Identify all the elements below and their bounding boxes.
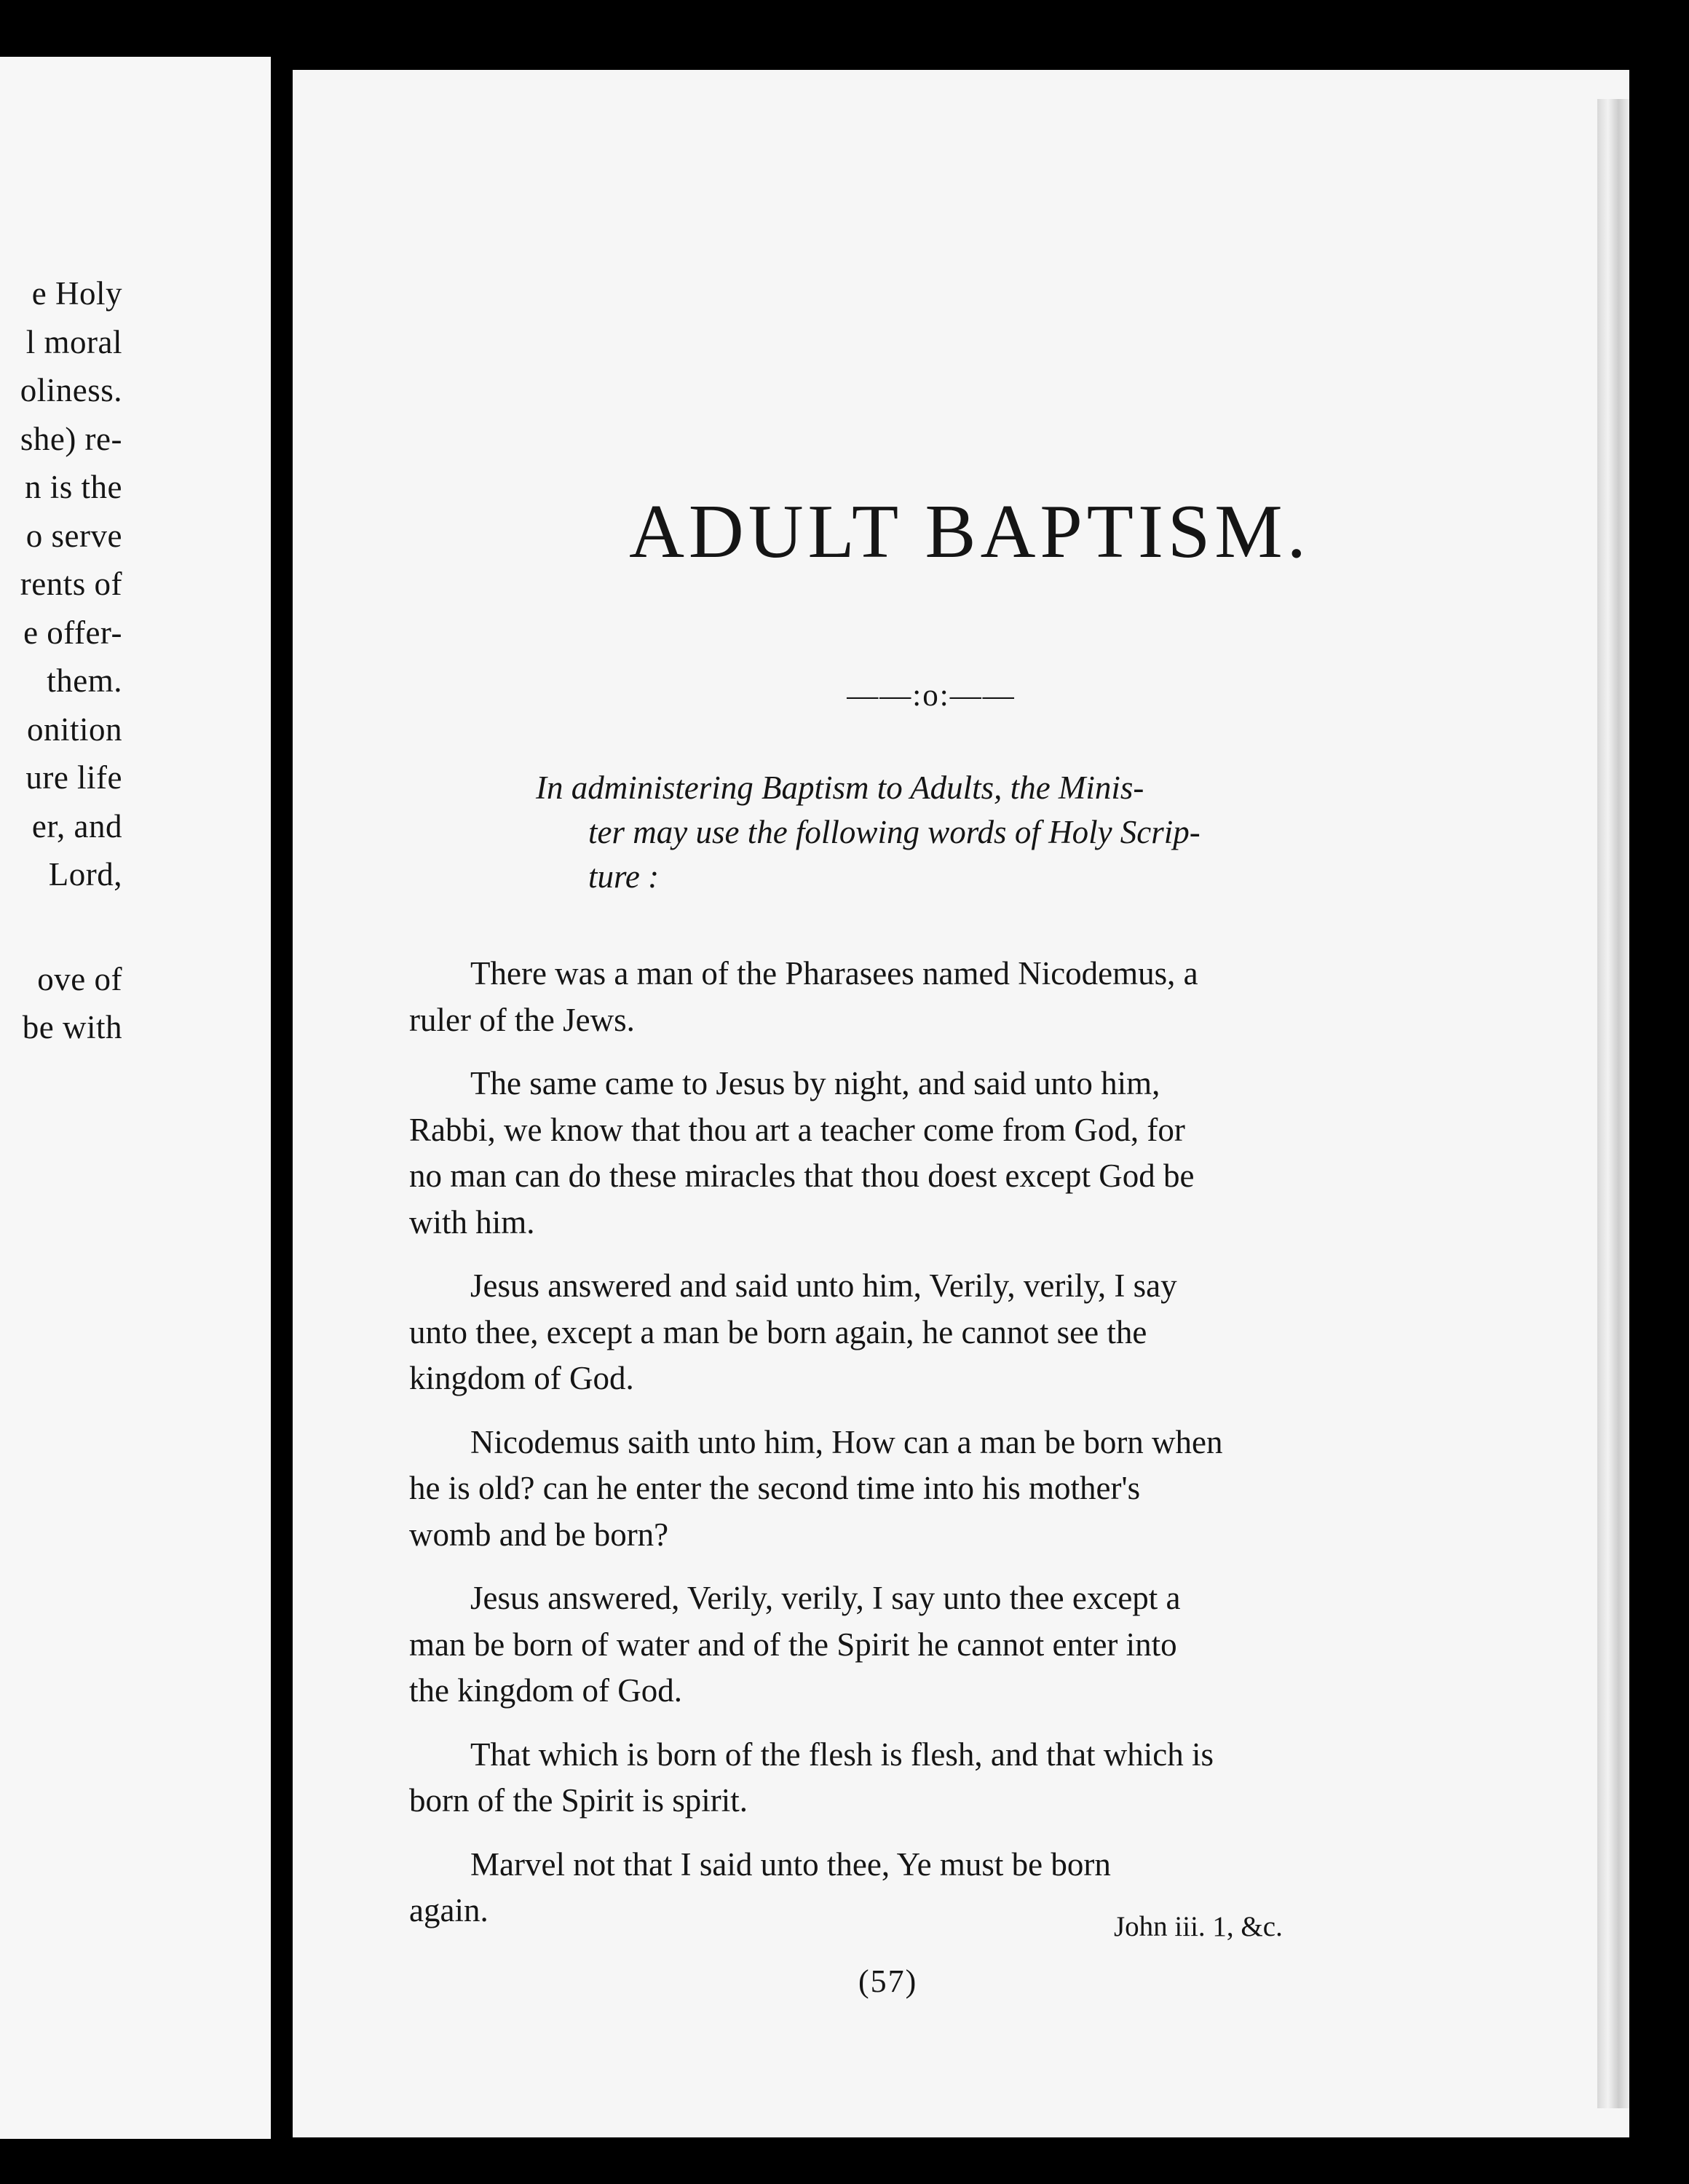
verse-paragraph <box>409 1420 1545 1559</box>
left-page-line: er, and <box>31 807 122 844</box>
rubric-line: In administering Baptism to Adults, the Minis- <box>536 769 1144 806</box>
verse-paragraph <box>409 1263 1545 1402</box>
left-page-line: oliness. <box>20 372 122 408</box>
left-page-line: ure life <box>25 759 122 796</box>
title-ornament: ——:o:—— <box>847 678 1016 713</box>
left-page-line: ove of <box>37 960 122 997</box>
verse-line: with him. <box>409 1203 535 1241</box>
page-title: ADULT BAPTISM. <box>629 488 1310 574</box>
verse-line: man be born of water and of the Spirit he cannot enter into <box>409 1626 1177 1663</box>
left-page <box>0 57 271 2139</box>
page-edge <box>1597 99 1629 2108</box>
verse-line: Marvel not that I said unto thee, Ye must be born <box>470 1845 1111 1883</box>
verse-line: Jesus answered, Verily, verily, I say unto thee except a <box>470 1580 1181 1616</box>
verse-line: There was a man of the Pharasees named Nicodemus, a <box>470 955 1198 992</box>
rubric-intro <box>536 766 1497 899</box>
verse-paragraph <box>409 1732 1545 1824</box>
left-page-text <box>0 269 122 1052</box>
left-page-line: l moral <box>25 323 122 360</box>
verse-line: kingdom of God. <box>409 1360 634 1396</box>
rubric-line: ture : <box>588 858 660 895</box>
verse-line: That which is born of the flesh is flesh, and that which is <box>470 1736 1214 1773</box>
left-page-line: them. <box>47 662 122 699</box>
verse-paragraph <box>409 1061 1545 1246</box>
left-page-line: Lord, <box>48 856 122 893</box>
left-page-line: she) re- <box>20 420 122 457</box>
scripture-citation: John iii. 1, &c. <box>1114 1911 1283 1942</box>
verse-line: born of the Spirit is spirit. <box>409 1782 748 1819</box>
verse-line: unto thee, except a man be born again, he cannot see the <box>409 1313 1147 1350</box>
left-page-line: e offer- <box>23 614 122 651</box>
verse-line: no man can do these miracles that thou doest except God be <box>409 1158 1195 1194</box>
verse-line: Jesus answered and said unto him, Verily, verily, I say <box>470 1267 1177 1304</box>
verse-paragraph <box>409 1842 1545 1934</box>
right-page <box>293 70 1629 2137</box>
verse-line: again. <box>409 1892 488 1928</box>
left-page-line: o serve <box>25 517 122 554</box>
left-page-line: onition <box>26 711 122 748</box>
verse-line: Nicodemus saith unto him, How can a man be born when <box>470 1423 1223 1460</box>
left-page-line: e Holy <box>31 275 122 312</box>
left-page-paragraph-gap <box>0 899 122 955</box>
verse-line: ruler of the Jews. <box>409 1001 635 1038</box>
verse-line: The same came to Jesus by night, and said unto him, <box>470 1065 1160 1101</box>
verse-line: Rabbi, we know that thou art a teacher come from God, for <box>409 1111 1185 1148</box>
left-page-line: rents of <box>20 566 122 602</box>
verse-line: he is old? can he enter the second time into his mother's <box>409 1470 1141 1506</box>
scripture-text <box>409 951 1545 1952</box>
verse-paragraph <box>409 1575 1545 1714</box>
left-page-line: be with <box>22 1009 122 1045</box>
rubric-line: ter may use the following words of Holy Scrip- <box>588 814 1201 850</box>
book-spine-gap <box>271 44 296 2155</box>
verse-line: womb and be born? <box>409 1516 669 1553</box>
page-number: (57) <box>858 1963 918 1999</box>
left-page-line: n is the <box>25 469 122 505</box>
verse-paragraph <box>409 951 1545 1043</box>
verse-line: the kingdom of God. <box>409 1672 682 1709</box>
